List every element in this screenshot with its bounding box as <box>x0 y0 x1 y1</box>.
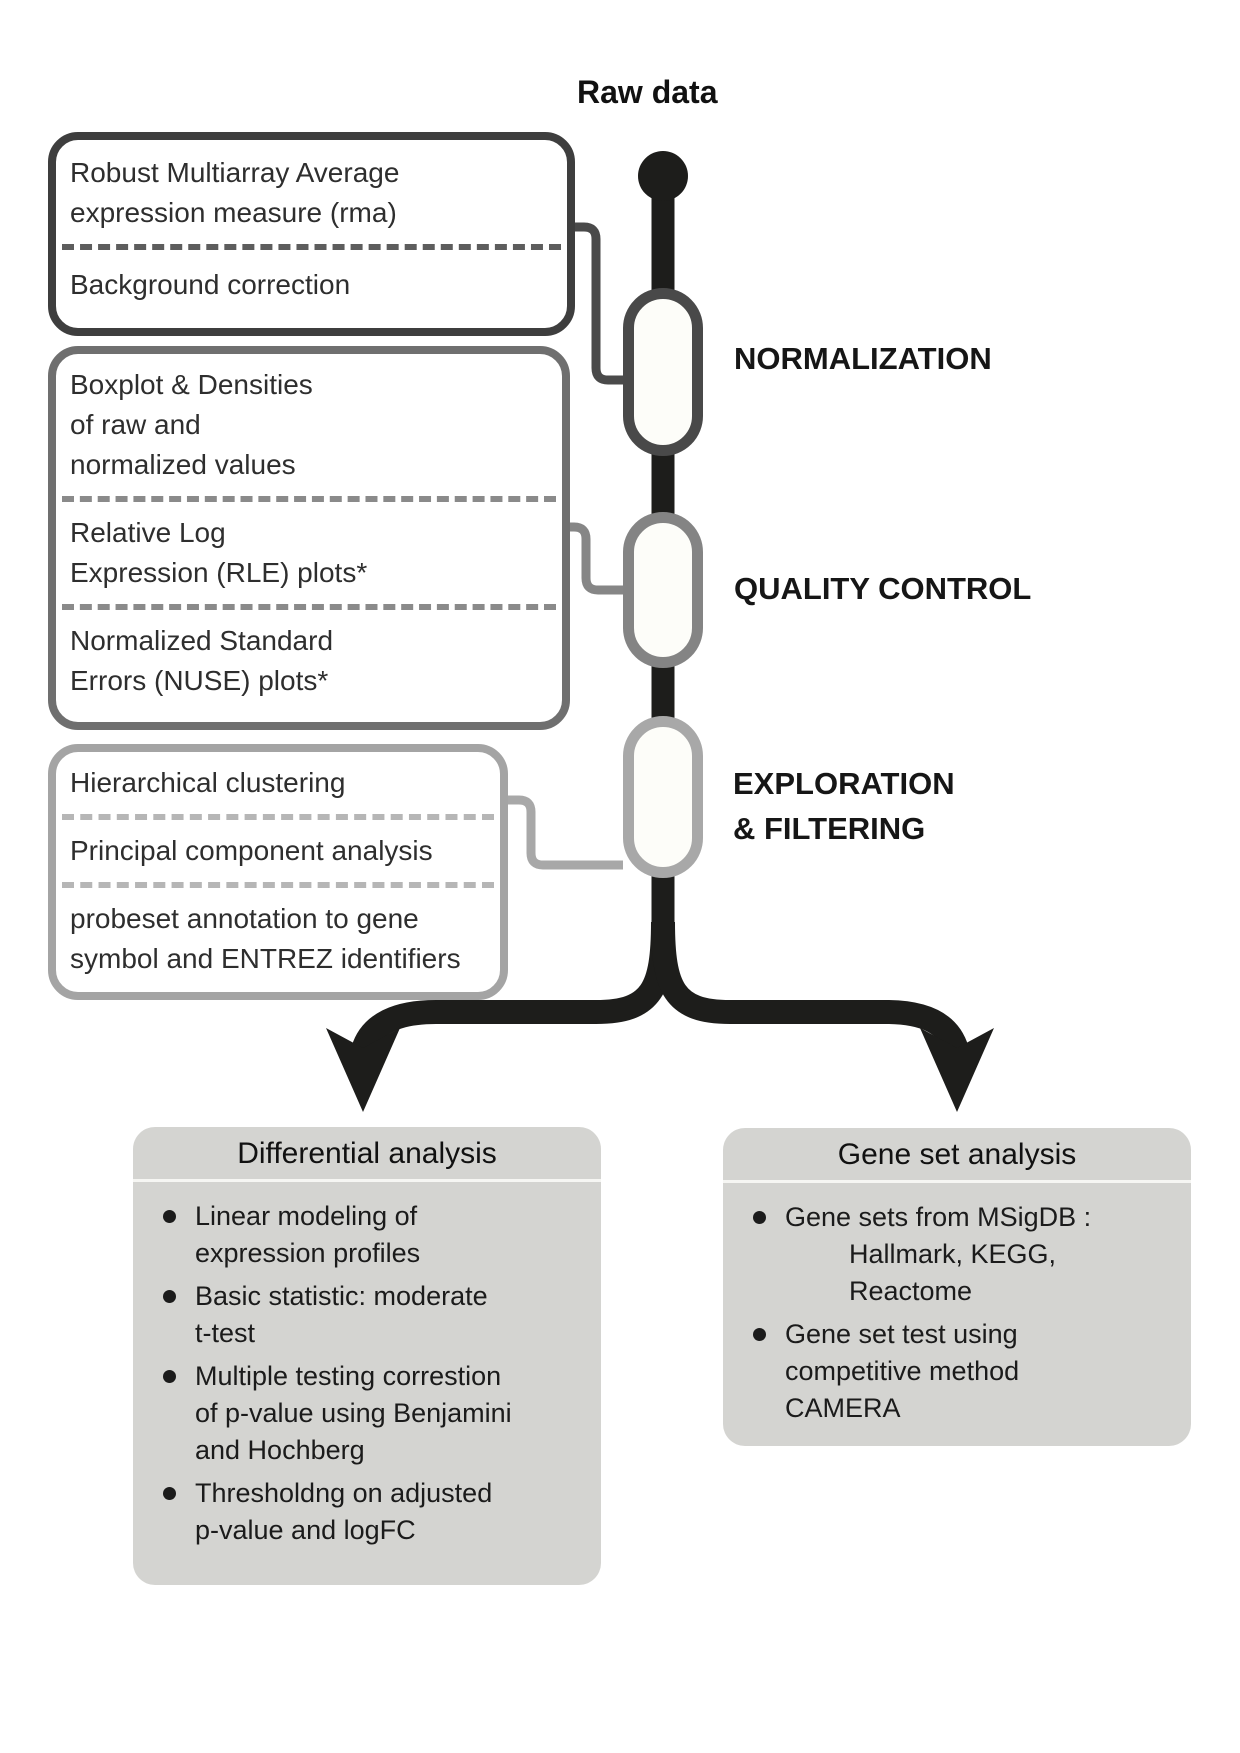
bullet-line: Multiple testing correstion <box>195 1361 502 1391</box>
process-step-line: probeset annotation to gene <box>70 903 419 934</box>
process-step-line: Errors (NUSE) plots* <box>70 665 329 696</box>
bullet-line: expression profiles <box>195 1238 421 1268</box>
bullet-item <box>155 1278 587 1352</box>
bullet-item <box>155 1198 587 1272</box>
process-step-line: Robust Multiarray Average <box>70 157 400 188</box>
bullet-line: t-test <box>195 1318 256 1348</box>
gene-set-analysis-panel <box>723 1128 1191 1446</box>
bullet-item <box>745 1316 1177 1427</box>
normalization-steps-box <box>48 132 575 336</box>
process-step <box>56 354 562 496</box>
process-step-line: of raw and <box>70 409 201 440</box>
bullet-line: Linear modeling of <box>195 1201 418 1231</box>
raw-data-node <box>638 151 688 201</box>
stage-label-line: EXPLORATION <box>733 766 955 801</box>
process-step-line: Hierarchical clustering <box>70 767 346 798</box>
connector-exploration <box>504 800 623 865</box>
quality-control-steps-box <box>48 346 570 730</box>
raw-data-label: Raw data <box>577 74 718 110</box>
stage-label-quality-control <box>734 566 1031 611</box>
process-step <box>56 888 500 990</box>
process-step-line: Normalized Standard <box>70 625 334 656</box>
bullet-subline: Reactome <box>849 1276 973 1306</box>
process-step-line: expression measure (rma) <box>70 197 397 228</box>
stage-capsule-quality-control <box>623 512 703 668</box>
process-step <box>56 820 500 882</box>
stage-label-line: & FILTERING <box>733 811 926 846</box>
process-step-line: Principal component analysis <box>70 835 433 866</box>
stage-capsule-exploration <box>623 716 703 878</box>
bullet-line: competitive method <box>785 1356 1020 1386</box>
connector-quality-control <box>566 527 623 590</box>
stage-capsule-normalization <box>623 288 703 456</box>
process-step <box>56 610 562 712</box>
stage-label-normalization <box>734 336 992 381</box>
bullet-line: Gene set test using <box>785 1319 1018 1349</box>
process-step <box>56 502 562 604</box>
exploration-steps-box <box>48 744 508 1000</box>
process-step-line: normalized values <box>70 449 296 480</box>
process-step <box>56 752 500 814</box>
process-step <box>56 250 567 316</box>
bullet-item <box>745 1199 1177 1310</box>
bullet-line: p-value and logFC <box>195 1515 416 1545</box>
panel-title: Gene set analysis <box>723 1128 1191 1183</box>
process-step <box>56 140 567 244</box>
bullet-line: Thresholdng on adjusted <box>195 1478 493 1508</box>
bullet-line: and Hochberg <box>195 1435 365 1465</box>
bullet-item <box>155 1358 587 1469</box>
bullet-line: Basic statistic: moderate <box>195 1281 488 1311</box>
bullet-subline: Hallmark, KEGG, <box>849 1239 1057 1269</box>
bullet-line: CAMERA <box>785 1393 901 1423</box>
process-step-line: Boxplot & Densities <box>70 369 313 400</box>
stage-label-line: QUALITY CONTROL <box>734 571 1032 606</box>
process-step-line: Expression (RLE) plots* <box>70 557 368 588</box>
bullet-line: Gene sets from MSigDB : <box>785 1202 1092 1232</box>
process-step-line: symbol and ENTREZ identifiers <box>70 943 461 974</box>
panel-body <box>133 1182 601 1565</box>
process-step-line: Relative Log <box>70 517 226 548</box>
connector-normalization <box>571 227 623 380</box>
bullet-item <box>155 1475 587 1549</box>
stage-label-exploration <box>733 761 955 851</box>
branch-arm-right <box>663 922 957 1050</box>
differential-analysis-panel <box>133 1127 601 1585</box>
panel-title: Differential analysis <box>133 1127 601 1182</box>
bullet-line: of p-value using Benjamini <box>195 1398 512 1428</box>
process-step-line: Background correction <box>70 269 351 300</box>
stage-label-line: NORMALIZATION <box>734 341 992 376</box>
panel-body <box>723 1183 1191 1443</box>
